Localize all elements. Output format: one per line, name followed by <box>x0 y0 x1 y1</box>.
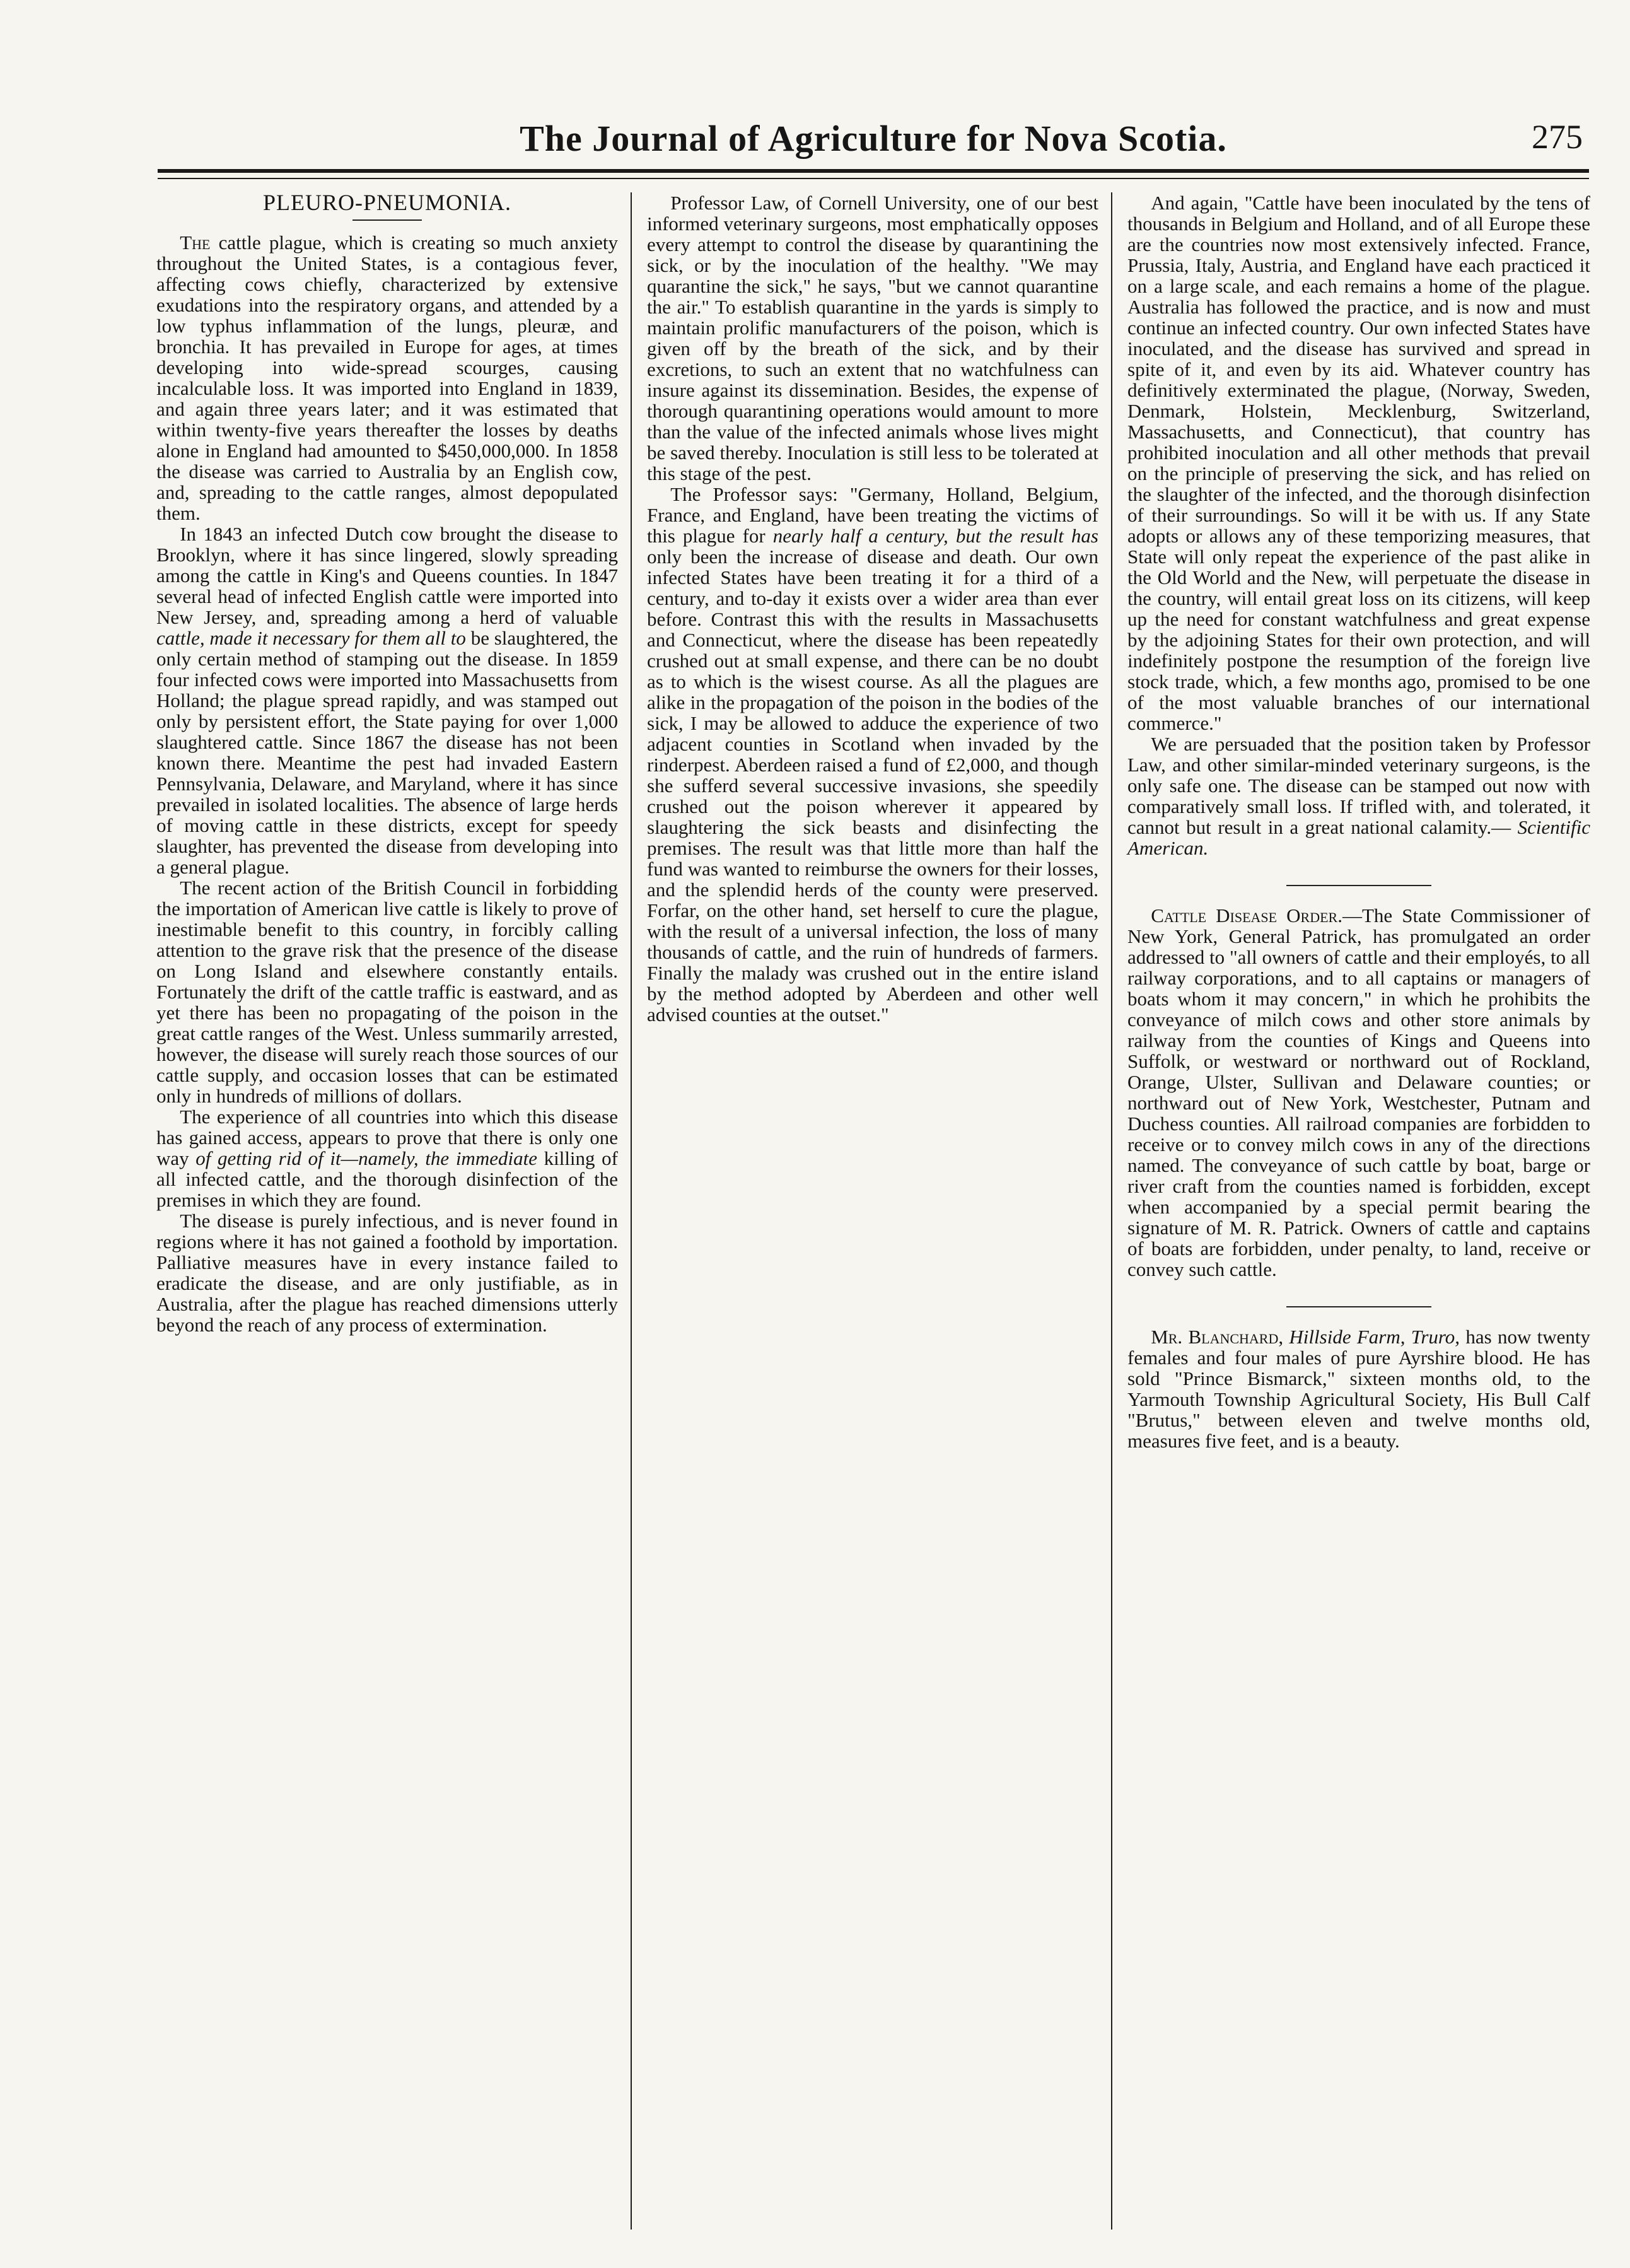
paragraph-text: has now twenty females and four males of pure Ayrshire blood. He has sold "Prince Bismarck," sixteen months old, to the Yarmouth Township Agricultural Society, His Bull Calf "Brutus," between eleven and twelve months old, measures five feet, and is a beauty. <box>1127 1326 1590 1452</box>
item-heading: Mr. Blanchard, <box>1151 1326 1284 1348</box>
paragraph-italic: of getting rid of it—namely, the immediate <box>195 1147 537 1169</box>
running-title: The Journal of Agriculture for Nova Scotia. <box>520 118 1227 159</box>
header-rule-thick <box>158 169 1589 173</box>
paragraph-text: We are persuaded that the position taken by Professor Law, and other similar-minded veterinary surgeons, is the only safe one. The disease can be stamped out now with comparatively small loss. If trifled with, and tolerated, it cannot but result in a great national calamity.— <box>1127 733 1590 838</box>
title-rule <box>352 219 422 221</box>
paragraph <box>647 484 1098 1025</box>
paragraph <box>1127 734 1590 858</box>
paragraph-text: be slaughtered, the only certain method of stamping out the disease. In 1859 four infected cows were imported into Massachusetts from Holland; the plague spread rapidly, and was stamped out only by persistent effort, the State paying for over 1,000 slaughtered cattle. Since 1867 the disease has not been known there. Meantime the pest had invaded Eastern Pennsylvania, Delaware, and Maryland, where it has since prevailed in isolated localities. The absence of large herds of moving cattle in these districts, except for speedy slaughter, has prevented the disease from developing into a general plague. <box>156 627 619 878</box>
paragraph-text: The Professor says: "Germany, Holland, Belgium, France, and England, have been treating the victims of this plague for <box>647 483 1098 547</box>
paragraph: The disease is purely infectious, and is never found in regions where it has not gained a foothold by importation. Palliative measures have in every instance failed to eradicate the disease, and are only justifiable, as in Australia, after the plague has reached dimensions utterly beyond the reach of any process of extermination. <box>156 1210 618 1336</box>
paragraph <box>1127 1326 1590 1451</box>
item-heading: Cattle Disease Order. <box>1151 904 1342 926</box>
paragraph-text: only been the increase of disease and death. Our own infected States have been treating it for a third of a century, and to-day it exists over a wider area than ever before. Contrast this with the results in Massachusetts and Connecticut, where the disease has been repeatedly crushed out at small expense, and there can be no doubt as to which is the wisest course. As all the plagues are alike in the propagation of the poison in the bodies of the sick, I may be allowed to adduce the experience of two adjacent counties in Scotland when invaded by the rinderpest. Aberdeen raised a fund of £2,000, and though she sufferd several successive invasions, she speedily crushed out the poison wherever it appeared by slaughtering the sick beasts and disinfecting the premises. The result was that little more than half the fund was wanted to reimburse the owners for their losses, and the splendid herds of the county were preserved. Forfar, on the other hand, set herself to cure the plague, with the result of a universal infection, the loss of many thousands of cattle, and the ruin of hundreds of farmers. Finally the malady was crushed out in the entire island by the method adopted by Aberdeen and other well advised counties at the outset." <box>647 546 1098 1026</box>
paragraph-text: The experience of all countries into which this disease has gained access, appears to prove that there is only one way <box>156 1106 618 1169</box>
paragraph <box>156 1106 618 1210</box>
page-number: 275 <box>1532 118 1583 156</box>
paragraph-text: killing of all infected cattle, and the thorough disinfection of the premises in which they are found. <box>156 1147 619 1211</box>
column-divider <box>631 192 632 2230</box>
paragraph-text: —The State Commissioner of New York, General Patrick, has promulgated an order addressed to "all owners of cattle and their employés, to all railway corporations, and to all captains or managers of boats whom it may concern," in which he prohibits the conveyance of milch cows and other store animals by railway from the counties of Kings and Queens into Suffolk, or westward or northward out of Rockland, Orange, Ulster, Sullivan and Delaware counties; or northward out of New York, Westchester, Putnam and Duchess counties. All railroad companies are forbidden to receive or to convey milch cows in any of the directions named. The conveyance of such cattle by boat, barge or river craft from the counties named is forbidden, except when accompanied by a special permit bearing the signature of M. R. Patrick. Owners of cattle and captains of boats are forbidden, under penalty, to land, receive or convey such cattle. <box>1127 904 1590 1280</box>
paragraph-text: In 1843 an infected Dutch cow brought the disease to Brooklyn, where it has since lingered, slowly spreading among the cattle in King's and Queens counties. In 1847 several head of infected English cattle were imported into New Jersey, and, spreading among a herd of valuable <box>156 523 618 628</box>
section-divider <box>1286 885 1431 886</box>
column-left <box>156 192 628 2242</box>
column-right <box>1117 192 1590 2242</box>
article-title: PLEURO-PNEUMONIA. <box>263 192 511 215</box>
section-divider <box>1286 1306 1431 1307</box>
paragraph <box>1127 905 1590 1280</box>
paragraph-lead: The <box>180 231 211 254</box>
column-middle <box>637 192 1109 2242</box>
paragraph: Professor Law, of Cornell University, one of our best informed veterinary surgeons, most emphatically opposes every attempt to control the disease by quarantining the sick, or by the inoculation of the healthy. "We may quarantine the sick," he says, "but we cannot quarantine the air." To establish quarantine in the yards is simply to maintain prolific manufacturers of the poison, which is given off by the breath of the sick, and by their excretions, to such an extent that no watchfulness can insure against its dissemination. Besides, the expense of thorough quarantining operations would amount to more than the value of the infected animals whose lives might be saved thereby. Inoculation is still less to be tolerated at this stage of the pest. <box>647 192 1098 484</box>
paragraph-text: cattle plague, which is creating so much anxiety throughout the United States, is a contagious fever, affecting cows chiefly, characterized by extensive exudations into the respiratory organs, and attended by a low typhus inflammation of the lungs, pleuræ, and bronchia. It has prevailed in Europe for ages, at times developing into wide-spread scourges, causing incalculable loss. It was imported into England in 1839, and again three years later; and it was estimated that within twenty-five years thereafter the losses by deaths alone in England had amounted to $450,000,000. In 1858 the disease was carried to Australia by an English cow, and, spreading to the cattle ranges, almost depopulated them. <box>156 231 618 524</box>
paragraph-italic: cattle, made it necessary for them all to <box>156 627 466 649</box>
page-header <box>158 117 1589 174</box>
header-rule-thin <box>158 178 1589 179</box>
paragraph <box>156 232 618 523</box>
farm-name: Hillside Farm, Truro, <box>1289 1326 1460 1348</box>
column-divider <box>1111 192 1112 2230</box>
paragraph: The recent action of the British Council in forbidding the importation of American live cattle is likely to prove of inestimable benefit to this country, in forcibly calling attention to the grave risk that the presence of the disease on Long Island and elsewhere constantly entails. Fortunately the drift of the cattle traffic is eastward, and as yet there has been no propagating of the poison in the great cattle ranges of the West. Unless summarily arrested, however, the disease will surely reach those sources of our cattle supply, and occasion losses that can be estimated only in hundreds of millions of dollars. <box>156 877 618 1107</box>
paragraph: And again, "Cattle have been inoculated by the tens of thousands in Belgium and Holland, and of all Europe these are the countries now most extensively infected. France, Prussia, Italy, Austria, and England have each practiced it on a large scale, and each remains a home of the plague. Australia has followed the practice, and is now and must continue an infected country. Our own infected States have inoculated, and the disease has survived and spread in spite of it, and even by its aid. Whatever country has definitively exterminated the plague, (Norway, Sweden, Denmark, Holstein, Mecklenburg, Switzerland, Massachusetts, and Connecticut), that country has prohibited inoculation and all other methods that prevail on the principle of preserving the sick, and has relied on the slaughter of the infected, and the thorough disinfection of their surroundings. So will it be with us. If any State adopts or allows any of these temporizing measures, that State will only repeat the experience of the past alike in the Old World and the New, will perpetuate the disease in the country, will entail great loss on its citizens, will keep up the need for constant watchfulness and great expense by the adjoining States for their own protection, and will indefinitely postpone the resumption of the foreign live stock trade, which, a few months ago, promised to be one of the most valuable branches of our international commerce." <box>1127 192 1590 734</box>
paragraph-italic: nearly half a century, but the result has <box>772 525 1098 547</box>
paragraph <box>156 523 618 877</box>
article-source: Scientific American. <box>1127 816 1590 859</box>
